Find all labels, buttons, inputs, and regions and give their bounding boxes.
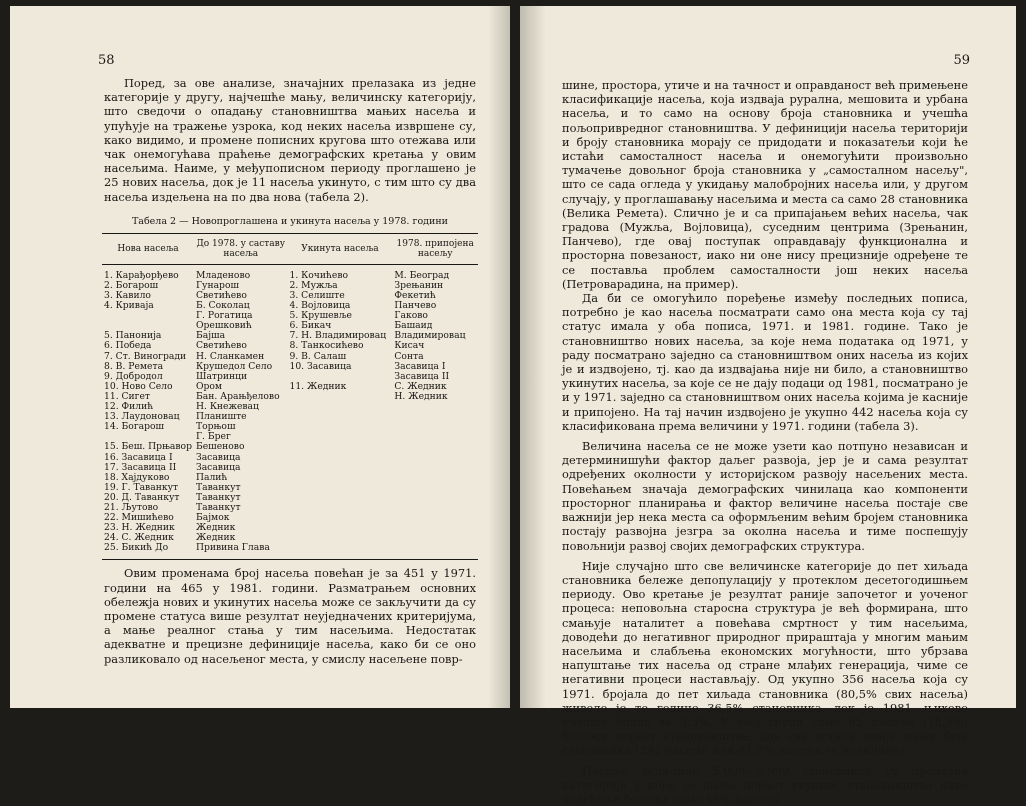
table-cell: Жедник [195,522,236,534]
table-cell: Бајша [195,330,226,342]
left-page [10,6,510,708]
paragraph-outro: Овим променама број насеља повећан је за 451 у 1971. години на 465 у 1981. години. Разматрањем основних обележја нових и укинутих насеља може се закључити да су промене статуса више резултат неуједначених критеријума, а мање реалног стања у тим насељима. Недостатак адекватне и прецизне дефиниције насеља, како би се оно разликовало од насељеног места, у смислу насељене повр- [104,566,476,666]
table-cell: 1. Кочићево [289,269,349,281]
paragraph-intro: Поред, за ове анализе, значајних прелазака из једне категорије у другу, најчешће мању, величинску категорију, што сведочи о опадању становништва мањих насеља и упућује на тражење узрока, код неких насеља извршене су, како видимо, и промене пописних кругова што отежава или чак онемогућава праћење демографских кретања у овим насељима. Наиме, у међупописном периоду проглашено је 25 нових насеља, док је 11 насеља укинуто, с тим што су два насеља издељена на по два нова (табела 2). [104,76,476,204]
table-cell: 21. Љутово [104,501,159,513]
table-cell [287,533,392,543]
table-cell [392,543,478,560]
table-cell: Гунарош [195,279,240,291]
table-cell: 2. Мужља [289,279,338,291]
table-body [102,264,478,560]
right-page [520,6,1016,806]
table-cell: Панчево [394,300,437,312]
table-cell [392,402,478,412]
table-cell: 22. Мишићево [104,512,174,524]
settlements-table-wrap [102,233,478,561]
table-cell: 11. Жедник [289,380,347,392]
table-cell: 18. Хајдуково [104,471,170,483]
paragraph-size-factor: Величина насеља се не може узети као потпуно независан и детерминишући фактор даљег развоја, јер је и сама резултат одређених околности у историјском развоју насељених места. Повећањем значаја демографских чинилаца као компоненти просторног планирања и фактор величине насеља постаје све важнији јер нека места са оформљеним већим бројем становника постају развојна језгра за околна насеља и тиме поспешују повољнији развој својих демографских структура. [562,439,968,553]
table-cell: Зрењанин [394,279,444,291]
table-cell: Таванкут [195,491,241,503]
table-header-row [102,233,478,264]
table-cell [287,453,392,463]
table-header-cell: 1978. припојена насељу [392,233,478,264]
table-cell: Ором [195,380,223,392]
table-cell: 4. Војловица [289,300,351,312]
table-cell: 17. Засавица II [104,461,177,473]
table-cell: Палић [195,471,228,483]
table-cell: Таванкут [195,501,241,513]
table-cell: Н. Жедник [394,390,448,402]
table-cell [392,503,478,513]
table-cell: 7. Ст. Виногради [104,350,187,362]
table-cell: Кисач [394,340,425,352]
table-cell: Шатринци [195,370,248,382]
paragraph-continued: шине, простора, утиче и на тачност и оправданост већ примењене класификације насеља, која издваја рурална, мешовита и урбана насеља, и то само на основу броја становника и учешћа пољопривредног становништва. У дефиницији насеља територији и броју становника морају се придодати и показатељи који ће истаћи самосталност насеља и онемогућити произвољно тумачење довољног броја становника у „самосталном насељу", што се сада огледа у укидању малобројних насеља или, у другом случају, у проглашавању насељима и места са само 28 становника (Велика Ремета). Слично је и са припајањем већих насеља, чак градова (Мужља, Војловица), суседним центрима (Зрењанин, Панчево), где овај поступак оправдавају функционална и просторна повезаност, иако ни оне нису прецизније одређене те се поставља проблем самосталности још неких насеља (Петроварадина, на пример). [562,78,968,291]
table-cell [287,432,392,442]
table-cell [392,483,478,493]
table-cell: 13. Лаудоновац [104,411,180,423]
table-cell: 6. Бикач [289,320,332,332]
table-cell: 23. Н. Жедник [104,522,175,534]
table-cell: 10. Ново Село [104,380,173,392]
table-cell: 12. Филић [104,401,154,413]
table-cell: Сонта [394,350,424,362]
table-cell: Г. Рогатица [195,310,253,322]
table-cell [287,493,392,503]
table-cell [392,493,478,503]
table-cell: 24. С. Жедник [104,532,174,544]
table-cell: 15. Беш. Прњавор [104,441,192,453]
table-row [102,392,478,402]
table-cell: М. Београд [394,269,450,281]
table-row [102,422,478,432]
table-cell: Фекетић [394,290,436,302]
table-cell: 2. Богарош [104,279,159,291]
page-number-left: 58 [98,53,115,68]
table-cell [392,523,478,533]
table-cell: 8. В. Ремета [104,360,164,372]
table-cell [287,412,392,422]
table-row [102,543,478,560]
table-cell: Владимировац [394,330,466,342]
table-cell: Н. Сланкамен [195,350,265,362]
table-cell: Младеново [195,269,251,281]
table-cell [287,442,392,452]
paragraph-depopulation: Није случајно што све величинске категорије до пет хиљада становника бележе депопулацију у протеклом десетогодишњем периоду. Ово кретање је резултат раније започетог и уоченог процеса: неповољна старосна структура је већ формирана, што смањује наталитет а повећава смртност у тим насељима, доводећи до негативног природног прираштаја у многим мањим насељима и слабљења економских могућности, што убрзава напуштање тих насеља од стране млађих генерација, чиме се негативни процеси настављају. Од укупно 356 насеља која су 1971. бројала до пет хиљада становника (80,5% свих насеља) живело је те године 36,5% становника, док је 1981. њихово учешће опало за 3,3%. У овој групи само 65 насеља (18,3%) бележи пораст становништва, док сва остала имају мањи број становника (291 насеље или 81,7% насеља те величине). [562,558,968,758]
table-cell [287,473,392,483]
table-cell: 20. Д. Таванкут [104,491,180,503]
table-cell: Таванкут [195,481,241,493]
table-cell: Крушедол Село [195,360,273,372]
table-cell: 19. Г. Таванкут [104,481,179,493]
table-cell [392,473,478,483]
table-cell [287,523,392,533]
table-cell: Засавица II [394,370,450,382]
table-cell: 14. Богарош [104,421,165,433]
table-cell [287,422,392,432]
table-cell: 9. В. Салаш [289,350,347,362]
table-cell: 3. Кавило [104,290,151,302]
table-cell: Засавица [195,451,241,463]
table-cell: 11. Сигет [104,390,151,402]
table-cell [287,543,392,560]
table-cell: 4. Криваја [104,300,154,312]
table-header-cell: До 1978. у саставу насеља [194,233,288,264]
table-cell [102,311,194,321]
table-cell: Привина Глава [194,543,288,560]
table-cell: 8. Танкосићево [289,340,364,352]
table-cell: Бешеново [195,441,245,453]
table-cell: 5. Панонија [104,330,162,342]
table-cell [392,513,478,523]
table-row [102,493,478,503]
table-cell: 3. Селиште [289,290,345,302]
paragraph-transition-category: Насеља величине 5.000—9.999 становника су прелазна категорија у којој се јавља пораст укупног становништва иако повећање бележи само 46% насеља. [562,763,968,806]
table-header-cell: Укинута насеља [287,233,392,264]
table-cell [392,533,478,543]
table-cell [287,483,392,493]
table-cell: Торњош [195,421,236,433]
table-cell [287,513,392,523]
table-cell: Г. Брег [195,431,231,443]
table-cell: 5. Крушевље [289,310,352,322]
table-cell: Светићево [195,290,247,302]
table-cell [287,392,392,402]
table-cell [392,463,478,473]
table-cell: 6. Победа [104,340,152,352]
table-cell: 7. Н. Владимировац [289,330,387,342]
table-cell [392,442,478,452]
table-cell [392,412,478,422]
settlements-table [102,233,478,561]
table-cell [287,463,392,473]
table-cell: 25. Бикић До [102,543,194,560]
table-cell [392,432,478,442]
table-header-cell: Нова насеља [102,233,194,264]
table-cell: 1. Карађорђево [104,269,179,281]
page-number-right: 59 [953,53,970,68]
table-cell: Планиште [195,411,247,423]
table-cell: Гаково [394,310,428,322]
table-cell: 16. Засавица I [104,451,173,463]
table-cell: Светићево [195,340,247,352]
table-row [102,442,478,452]
table-cell: 10. Засавица [289,360,352,372]
table-cell: Жедник [195,532,236,544]
table-cell: Бајмок [195,512,230,524]
table-cell: Засавица I [394,360,446,372]
table-row [102,264,478,281]
table-cell: Б. Соколац [195,300,250,312]
table-cell [392,422,478,432]
table-cell [287,402,392,412]
table-cell: Орешковић [195,320,252,332]
table-cell: С. Жедник [394,380,447,392]
table-cell [392,453,478,463]
paragraph-comparison: Да би се омогућило поређење између последњих пописа, потребно је као насеља посматрати само она места која су тај статус имала у оба пописа, 1971. и 1981. године. Тако је становништво нових насеља, за које нема података од 1971, у раду посматрано заједно са становништвом оних насеља из којих је и издвојено, тј. као да издвајања није ни било, а становништво укинутих насеља, за које се не дају подаци од 1981, посматрано је и у 1971. заједно са становништвом оних насеља којима је касније и припојено. На тај начин издвојено је укупно 442 насеља која су класификована према величини у 1971. години (табела 3). [562,291,968,433]
table-cell: Бан. Арањђелово [195,390,280,402]
table-caption: Табела 2 — Новопроглашена и укинута насеља у 1978. години [131,215,449,227]
table-cell [287,503,392,513]
table-cell: Засавица [195,461,241,473]
table-cell: 9. Добродол [104,370,163,382]
table-cell: Башаид [394,320,433,332]
table-cell: Н. Кнежевац [195,401,259,413]
